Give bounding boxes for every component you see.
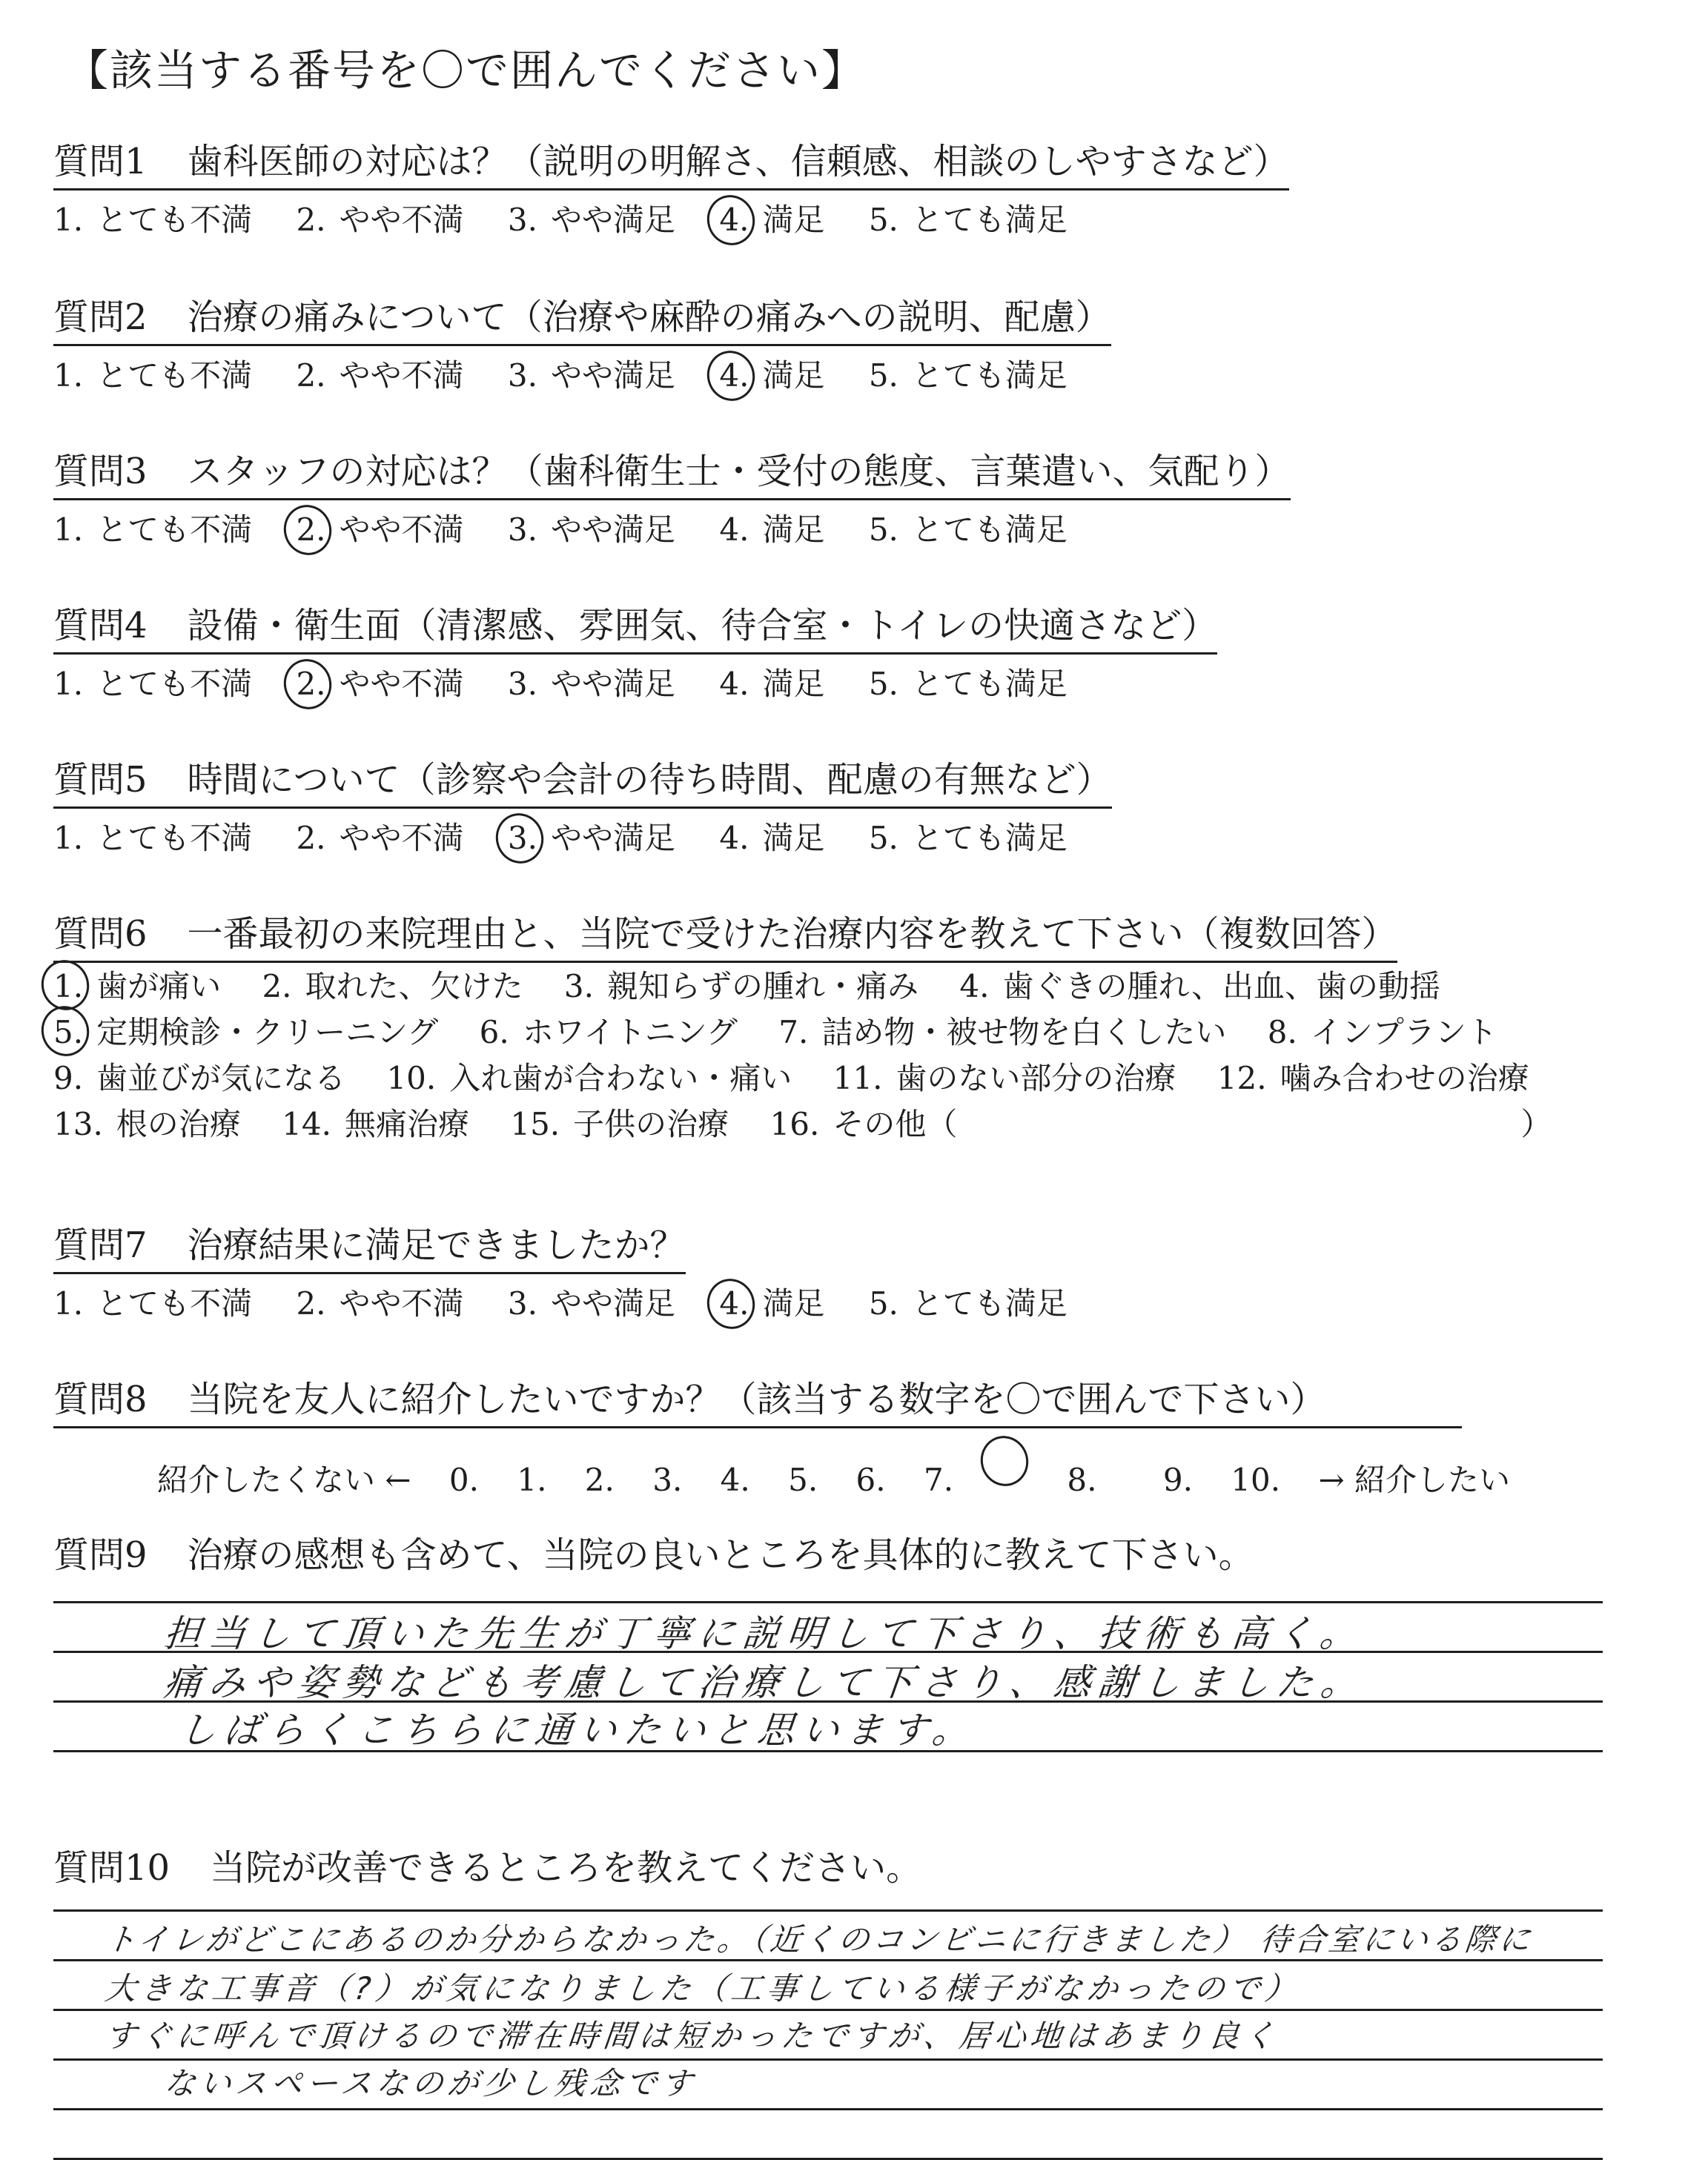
recommend-scale	[53, 1440, 1640, 1501]
option-2-selected[interactable]: 2. やや不満	[296, 663, 463, 705]
reason-15[interactable]: 15. 子供の治療	[510, 1106, 729, 1142]
question-4-title	[53, 603, 1217, 655]
question-text: 治療の痛みについて（治療や麻酔の痛みへの説明、配慮）	[187, 296, 1111, 338]
rating-options	[53, 818, 1640, 859]
option-4[interactable]: 4. 満足	[719, 511, 825, 548]
q9-answer-area[interactable]	[53, 1554, 1603, 1752]
option-2[interactable]: 2. やや不満	[296, 820, 464, 856]
option-3[interactable]: 3. やや満足	[507, 357, 675, 394]
option-2[interactable]: 2. やや不満	[296, 357, 464, 394]
reason-3[interactable]: 3. 親知らずの腫れ・痛み	[563, 968, 918, 1004]
rating-options	[53, 1283, 1640, 1325]
question-3	[53, 449, 1640, 551]
handwritten-line-2: 痛みや姿勢なども考慮して治療して下さり、感謝しました。	[162, 1661, 1368, 1704]
reason-row-3	[53, 1056, 1640, 1101]
option-1[interactable]: 1. とても不満	[53, 1285, 253, 1322]
option-4-selected[interactable]: 4. 満足	[719, 1283, 824, 1325]
reason-1-selected[interactable]: 1. 歯が痛い	[53, 964, 221, 1009]
reason-11[interactable]: 11. 歯のない部分の治療	[833, 1060, 1176, 1096]
option-2[interactable]: 2. やや不満	[296, 1285, 464, 1322]
scale-9[interactable]: 9.	[1162, 1462, 1193, 1498]
reason-2[interactable]: 2. 取れた、欠けた	[262, 968, 523, 1004]
question-number: 質問5	[53, 759, 148, 801]
option-1[interactable]: 1. とても不満	[53, 511, 253, 548]
scale-8-selected[interactable]: 8.	[991, 1440, 1125, 1501]
rating-options	[53, 509, 1640, 551]
reason-13[interactable]: 13. 根の治療	[53, 1106, 241, 1142]
scale-6[interactable]: 6.	[855, 1462, 886, 1498]
selection-circle	[701, 345, 761, 407]
question-8-title	[53, 1377, 1462, 1428]
reason-row-4	[53, 1102, 1640, 1147]
option-5[interactable]: 5. とても満足	[868, 820, 1068, 856]
question-number: 質問9	[53, 1534, 148, 1576]
selection-circle	[701, 189, 761, 251]
question-5	[53, 758, 1640, 859]
scale-0[interactable]: 0.	[448, 1462, 479, 1498]
option-5[interactable]: 5. とても満足	[868, 202, 1068, 238]
reason-8[interactable]: 8. インプラント	[1267, 1014, 1497, 1050]
handwritten-line-4: ないスペースなのが少し残念です	[162, 2065, 699, 2101]
selection-circle	[278, 499, 339, 561]
scale-right-label: → 紹介したい	[1318, 1462, 1510, 1498]
scale-3[interactable]: 3.	[652, 1462, 683, 1498]
option-4-selected[interactable]: 4. 満足	[719, 355, 824, 397]
question-text: 設備・衛生面（清潔感、雰囲気、待合室・トイレの快適さなど）	[187, 605, 1218, 646]
handwritten-line-3: しばらくこちらに通いたいと思います。	[176, 1709, 979, 1752]
reason-6[interactable]: 6. ホワイトニング	[479, 1014, 738, 1050]
option-1[interactable]: 1. とても不満	[53, 202, 253, 238]
option-3[interactable]: 3. やや満足	[507, 202, 675, 238]
scale-1[interactable]: 1.	[517, 1462, 547, 1498]
handwritten-line-1: トイレがどこにあるのか分からなかった。（近くのコンビニに行きました） 待合室にいる際に	[103, 1921, 1535, 1958]
reason-4[interactable]: 4. 歯ぐきの腫れ、出血、歯の動揺	[959, 968, 1440, 1004]
option-2[interactable]: 2. やや不満	[296, 202, 464, 238]
selection-circle	[278, 653, 339, 715]
question-text: 当院が改善できるところを教えてください。	[210, 1847, 922, 1889]
reason-row-2	[53, 1010, 1640, 1055]
question-number: 質問10	[53, 1847, 171, 1889]
question-6-title	[53, 912, 1397, 963]
question-text: 時間について（診察や会計の待ち時間、配慮の有無など）	[187, 759, 1112, 801]
scale-2[interactable]: 2.	[584, 1462, 615, 1498]
question-text: 治療の感想も含めて、当院の良いところを具体的に教えて下さい。	[187, 1534, 1254, 1576]
rating-options	[53, 663, 1640, 705]
option-2-selected[interactable]: 2. やや不満	[296, 509, 463, 551]
scale-7[interactable]: 7.	[923, 1462, 954, 1498]
question-text: スタッフの対応は？（歯科衛生士・受付の態度、言葉遣い、気配り）	[187, 451, 1291, 492]
selection-circle	[35, 1000, 96, 1062]
reason-9[interactable]: 9. 歯並びが気になる	[53, 1060, 346, 1096]
question-text: 一番最初の来院理由と、当院で受けた治療内容を教えて下さい（複数回答）	[187, 913, 1397, 955]
question-text: 当院を友人に紹介したいですか？（該当する数字を〇で囲んで下さい）	[187, 1379, 1326, 1420]
question-text: 歯科医師の対応は？（説明の明解さ、信頼感、相談のしやすさなど）	[187, 141, 1289, 182]
option-1[interactable]: 1. とても不満	[53, 357, 253, 394]
rating-options	[53, 199, 1640, 241]
option-5[interactable]: 5. とても満足	[868, 666, 1068, 702]
question-5-title	[53, 758, 1112, 809]
reason-7[interactable]: 7. 詰め物・被せ物を白くしたい	[778, 1014, 1227, 1050]
question-7	[53, 1223, 1640, 1325]
reason-14[interactable]: 14. 無痛治療	[282, 1106, 469, 1142]
question-number: 質問1	[53, 141, 148, 182]
question-number: 質問6	[53, 913, 148, 955]
question-4	[53, 603, 1640, 705]
question-8	[53, 1377, 1640, 1501]
question-1	[53, 139, 1640, 241]
option-5[interactable]: 5. とても満足	[868, 1285, 1068, 1322]
option-5[interactable]: 5. とても満足	[868, 357, 1068, 394]
handwritten-line-2: 大きな工事音（?）が気になりました（工事している様子がなかったので）	[103, 1970, 1302, 2007]
reason-row-1	[53, 964, 1640, 1009]
question-1-title	[53, 139, 1289, 191]
handwritten-line-1: 担当して頂いた先生が丁寧に説明して下さり、技術も高く。	[162, 1612, 1367, 1655]
option-4[interactable]: 4. 満足	[719, 666, 825, 702]
option-1[interactable]: 1. とても不満	[53, 820, 253, 856]
instruction-heading: 【該当する番号を〇で囲んでください】	[65, 45, 867, 96]
question-2	[53, 295, 1640, 397]
q10-answer-area[interactable]	[53, 1862, 1603, 2160]
rating-options	[53, 355, 1640, 397]
scale-5[interactable]: 5.	[788, 1462, 818, 1498]
reason-12[interactable]: 12. 噛み合わせの治療	[1217, 1060, 1529, 1096]
option-3-selected[interactable]: 3. やや満足	[508, 818, 675, 859]
question-number: 質問8	[53, 1379, 148, 1420]
question-number: 質問3	[53, 451, 148, 492]
option-4[interactable]: 4. 満足	[719, 820, 825, 856]
question-text: 治療結果に満足できましたか？	[187, 1225, 686, 1266]
question-3-title	[53, 449, 1291, 500]
option-5[interactable]: 5. とても満足	[868, 511, 1068, 548]
reason-5-selected[interactable]: 5. 定期検診・クリーニング	[53, 1010, 438, 1055]
question-7-title	[53, 1223, 686, 1274]
scale-left-label: 紹介したくない ←	[157, 1462, 411, 1498]
selection-circle	[489, 807, 550, 869]
selection-circle	[701, 1273, 761, 1335]
question-2-title	[53, 295, 1111, 346]
handwritten-line-3: すぐに呼んで頂けるので滞在時間は短かったですが、居心地はあまり良く	[103, 2018, 1282, 2054]
option-3[interactable]: 3. やや満足	[507, 1285, 675, 1322]
scale-10[interactable]: 10.	[1231, 1462, 1281, 1498]
question-number: 質問4	[53, 605, 148, 646]
option-3[interactable]: 3. やや満足	[507, 511, 675, 548]
option-3[interactable]: 3. やや満足	[507, 666, 675, 702]
reason-10[interactable]: 10. 入れ歯が合わない・痛い	[386, 1060, 792, 1096]
question-number: 質問7	[53, 1225, 148, 1266]
option-4-selected[interactable]: 4. 満足	[719, 199, 824, 241]
reason-16-other[interactable]: 16. その他（ ）	[769, 1106, 1552, 1142]
scale-4[interactable]: 4.	[720, 1462, 750, 1498]
selection-circle	[974, 1430, 1035, 1492]
question-6	[53, 912, 1640, 1147]
question-number: 質問2	[53, 296, 148, 338]
option-1[interactable]: 1. とても不満	[53, 666, 253, 702]
